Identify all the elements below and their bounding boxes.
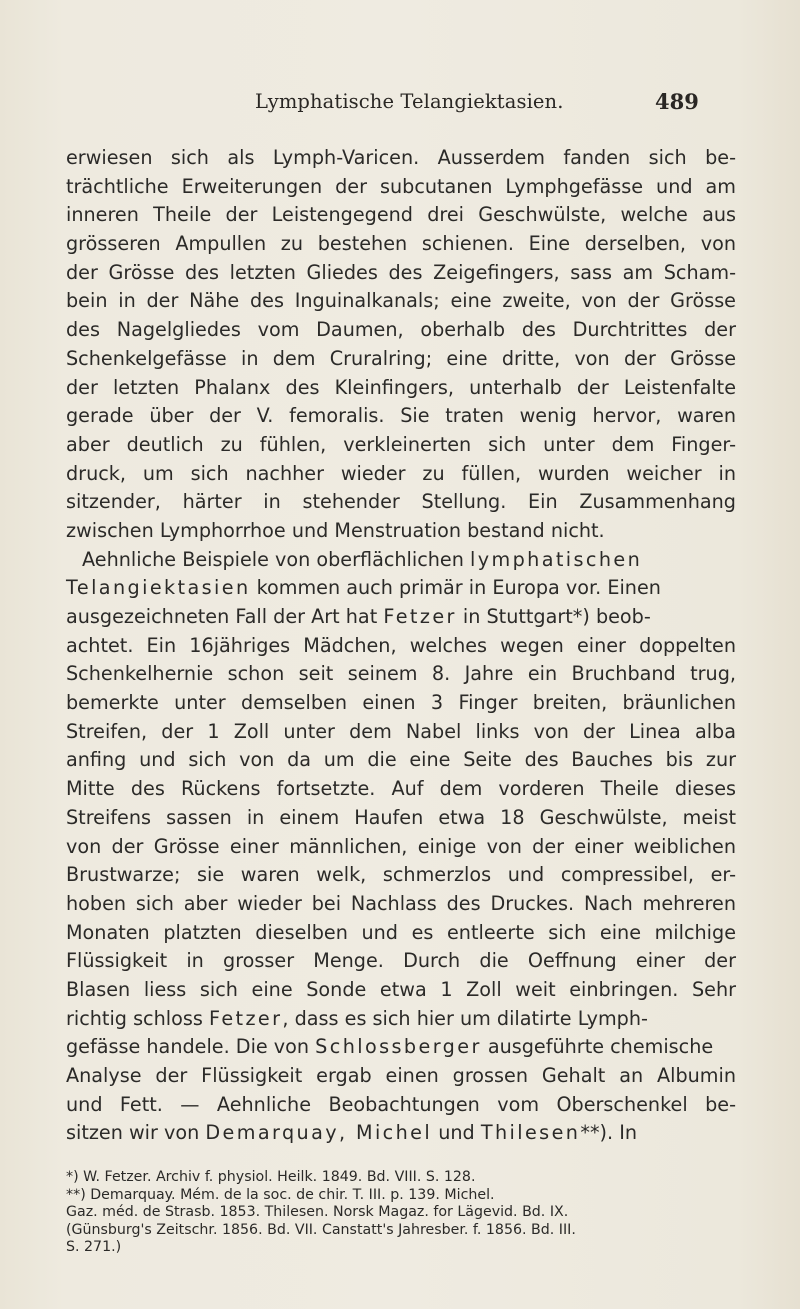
text-run: gefässe handele. Die von <box>66 1035 316 1059</box>
text-line: bein in der Nähe des Inguinalkanals; eine zweite, von der Grösse <box>66 289 736 313</box>
text-line <box>66 1119 736 1148</box>
spaced-term: lymphatischen <box>470 547 643 571</box>
text-run: ausgezeichneten Fall der Art hat <box>66 605 384 628</box>
text-line: aber deutlich zu fühlen, verkleinerten sich unter dem Finger- <box>66 432 736 456</box>
footnote-line: S. 271.) <box>66 1239 122 1256</box>
author-name: Demarquay, Michel <box>205 1121 433 1145</box>
footnote-line: **) Demarquay. Mém. de la soc. de chir. T. III. p. 139. Michel. <box>66 1186 495 1203</box>
text-run: **). In <box>580 1121 638 1145</box>
text-line: grösseren Ampullen zu bestehen schienen. Eine derselben, von <box>66 232 736 256</box>
text-line <box>66 1033 736 1062</box>
footnote-line: Gaz. méd. de Strasb. 1853. Thilesen. Norsk Magaz. for Lägevid. Bd. IX. <box>66 1204 569 1221</box>
text-line: der Grösse des letzten Gliedes des Zeigefingers, sass am Scham- <box>66 260 736 284</box>
text-line <box>66 574 736 603</box>
text-line: Streifen, der 1 Zoll unter dem Nabel links von der Linea alba <box>66 719 736 743</box>
running-head: Lymphatische Telangiektasien. <box>255 90 564 113</box>
footnotes <box>66 1169 746 1257</box>
text-line: von der Grösse einer männlichen, einige von der einer weiblichen <box>66 834 736 858</box>
text-line: Brustwarze; sie waren welk, schmerzlos und compressibel, er- <box>66 863 736 887</box>
text-line: druck, um sich nachher wieder zu füllen, wurden weicher in <box>66 461 736 485</box>
text-run: sitzen wir von <box>66 1121 206 1145</box>
text-line: Streifens sassen in einem Haufen etwa 18 Geschwülste, meist <box>66 805 736 829</box>
author-name: Fetzer <box>208 1006 283 1030</box>
footnote-line: *) W. Fetzer. Archiv f. physiol. Heilk. 1849. Bd. VIII. S. 128. <box>66 1169 476 1185</box>
author-name: Thilesen <box>480 1121 581 1145</box>
text-run: kommen auch primär in Europa vor. Einen <box>250 576 661 600</box>
page-number: 489 <box>655 89 699 114</box>
text-line: der letzten Phalanx des Kleinfingers, unterhalb der Leistenfalte <box>66 375 736 399</box>
text-line: Schenkelhernie schon seit seinem 8. Jahre ein Bruchband trug, <box>66 662 736 686</box>
text-run: richtig schloss <box>66 1006 209 1030</box>
text-run: und <box>432 1121 481 1145</box>
text-line: inneren Theile der Leistengegend drei Geschwülste, welche aus <box>66 203 736 227</box>
text-line: zwischen Lymphorrhoe und Menstruation bestand nicht. <box>66 518 605 542</box>
text-line <box>66 1005 736 1034</box>
text-run: , dass es sich hier um dilatirte Lymph- <box>282 1006 648 1030</box>
text-line: Monaten platzten dieselben und es entleerte sich eine milchige <box>66 920 736 944</box>
text-line: Mitte des Rückens fortsetzte. Auf dem vorderen Theile dieses <box>66 777 736 801</box>
paragraph-start-line <box>66 546 736 575</box>
text-line: bemerkte unter demselben einen 3 Finger breiten, bräunlichen <box>66 691 736 715</box>
text-line: gerade über der V. femoralis. Sie traten wenig hervor, waren <box>66 404 736 428</box>
text-line: und Fett. — Aehnliche Beobachtungen vom Oberschenkel be- <box>66 1092 736 1116</box>
text-line: Analyse der Flüssigkeit ergab einen grossen Gehalt an Albumin <box>66 1064 736 1087</box>
text-line: erwiesen sich als Lymph-Varicen. Ausserdem fanden sich be- <box>66 146 736 169</box>
text-run: in Stuttgart*) beob- <box>456 605 651 628</box>
author-name: Fetzer <box>383 605 457 628</box>
page-header <box>0 90 800 120</box>
text-line: Blasen liess sich eine Sonde etwa 1 Zoll weit einbringen. Sehr <box>66 977 736 1001</box>
footnote-line: (Günsburg's Zeitschr. 1856. Bd. VII. Canstatt's Jahresber. f. 1856. Bd. III. <box>66 1221 576 1238</box>
text-run: ausgeführte chemische <box>481 1035 714 1059</box>
body-text <box>66 144 736 1148</box>
spaced-term: Telangiektasien <box>66 576 251 600</box>
text-line <box>66 603 736 632</box>
text-line: des Nagelgliedes vom Daumen, oberhalb des Durchtrittes der <box>66 318 736 342</box>
text-line: trächtliche Erweiterungen der subcutanen Lymphgefässe und am <box>66 174 736 198</box>
text-line: achtet. Ein 16jähriges Mädchen, welches wegen einer doppelten <box>66 633 736 657</box>
text-line: Schenkelgefässe in dem Cruralring; eine dritte, von der Grösse <box>66 346 736 370</box>
text-line: hoben sich aber wieder bei Nachlass des Druckes. Nach mehreren <box>66 891 736 915</box>
text-line: Flüssigkeit in grosser Menge. Durch die Oeffnung einer der <box>66 949 736 973</box>
author-name: Schlossberger <box>315 1035 482 1059</box>
text-run: Aehnliche Beispiele von oberflächlichen <box>82 547 470 571</box>
text-line: sitzender, härter in stehender Stellung. Ein Zusammenhang <box>66 490 736 514</box>
text-line: anfing und sich von da um die eine Seite des Bauches bis zur <box>66 748 736 772</box>
